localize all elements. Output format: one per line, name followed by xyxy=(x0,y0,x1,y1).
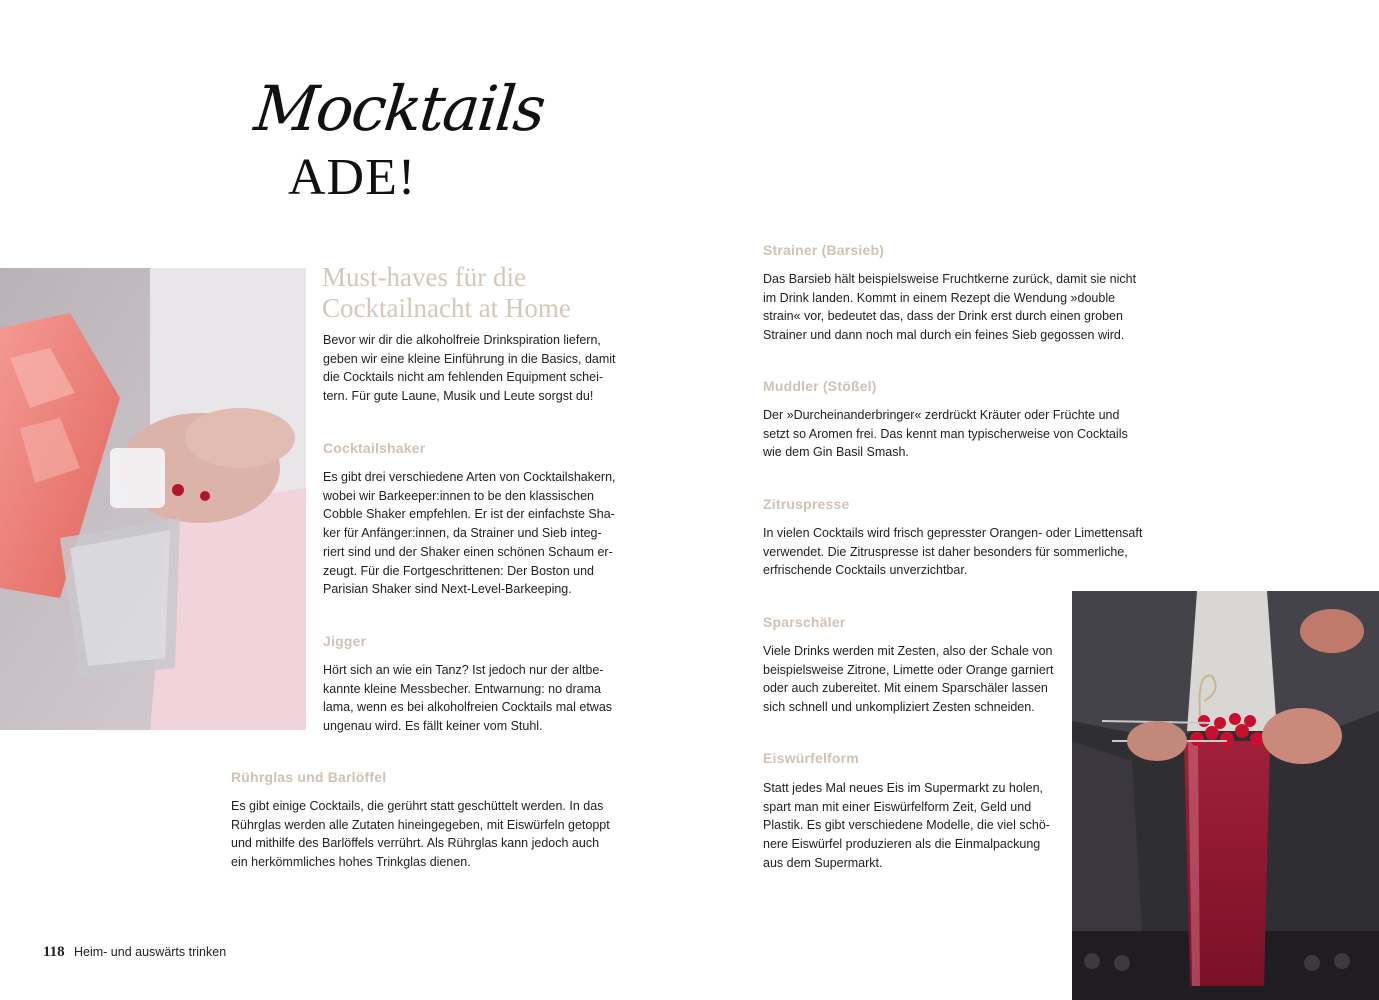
page-number: 118 xyxy=(43,944,65,960)
section-heading-eiswuerfelform: Eiswürfelform xyxy=(763,750,859,766)
section-heading-jigger: Jigger xyxy=(323,633,367,649)
section-text-strainer: Das Barsieb hält beispielsweise Fruchtkerne zurück, damit sie nicht im Drink landen. Kommt in einem Rezept die Wendung »double strain« vor, bedeutet das, dass der Drink erst durch einen groben Strainer und dann noch mal durch ein feines Sieb gegossen wird. xyxy=(763,272,1137,343)
section-text-cocktailshaker: Es gibt drei verschiedene Arten von Cocktailshakern, wobei wir Barkeeper:innen to be den klassischen Cobble Shaker empfehlen. Er ist der einfachste Sha- ker für Anfänger:innen, da Strainer und Sieb integ- riert sind und der Shaker einen schönen Schaum er- zeugt. Für die Fortgeschrittenen: Der Boston und Parisian Shaker sind Next-Level-Barkeeping. xyxy=(323,470,616,597)
section-heading-muddler: Muddler (Stößel) xyxy=(763,378,877,394)
section-heading-ruehrglas: Rührglas und Barlöffel xyxy=(231,769,387,785)
running-title: Heim- und auswärts trinken xyxy=(74,945,227,959)
title-script: Mocktails xyxy=(251,72,548,145)
section-heading-cocktailshaker: Cocktailshaker xyxy=(323,440,426,456)
section-text-jigger: Hört sich an wie ein Tanz? Ist jedoch nur der altbe- kannte kleine Messbecher. Entwarnung: no drama lama, wenn es bei alkoholfreien Cocktails mal etwas ungenau wird. Es fällt keiner vom Stuhl. xyxy=(323,663,613,734)
section-heading-sparschaeler: Sparschäler xyxy=(763,614,846,630)
title-serif: ADE! xyxy=(288,149,417,206)
section-text-sparschaeler: Viele Drinks werden mit Zesten, also der Schale von beispielsweise Zitrone, Limette oder Orange garniert oder auch zubereitet. Mit einem Sparschäler lassen sich schnell und unkompliziert Zesten schneiden. xyxy=(763,644,1054,715)
section-text-muddler: Der »Durcheinanderbringer« zerdrückt Kräuter oder Früchte und setzt so Aromen frei. Das kennt man typischerweise von Cocktails wie dem Gin Basil Smash. xyxy=(763,408,1128,460)
photo-ice-cube-tray xyxy=(0,268,306,730)
photo-red-cocktail xyxy=(1072,591,1379,1000)
section-heading-strainer: Strainer (Barsieb) xyxy=(763,242,885,258)
section-heading-zitruspresse: Zitruspresse xyxy=(763,496,850,512)
section-text-zitruspresse: In vielen Cocktails wird frisch gepresster Orangen- oder Limettensaft verwendet. Die Zitruspresse ist daher besonders für sommerliche, erfrischende Cocktails unverzichtbar. xyxy=(763,526,1143,578)
section-text-ruehrglas: Es gibt einige Cocktails, die gerührt statt geschüttelt werden. In das Rührglas werden alle Zutaten hineingegeben, mit Eiswürfeln getoppt und mithilfe des Barlöffels verrührt. Als Rührglas kann jedoch auch ein herkömmliches hohes Trinkglas dienen. xyxy=(231,799,610,870)
intro-heading: Must-haves für die Cocktailnacht at Home xyxy=(322,262,571,323)
section-text-eiswuerfelform: Statt jedes Mal neues Eis im Supermarkt zu holen, spart man mit einer Eiswürfelform Zeit, Geld und Plastik. Es gibt verschiedene Modelle, die viel schö- nere Eiswürfel produzieren als die Einmalpackung aus dem Supermarkt. xyxy=(763,781,1050,870)
intro-text: Bevor wir dir die alkoholfreie Drinkspiration liefern, geben wir eine kleine Einführung in die Basics, damit die Cocktails nicht am fehlenden Equipment schei- tern. Für gute Laune, Musik und Leute sorgst du! xyxy=(323,333,616,404)
